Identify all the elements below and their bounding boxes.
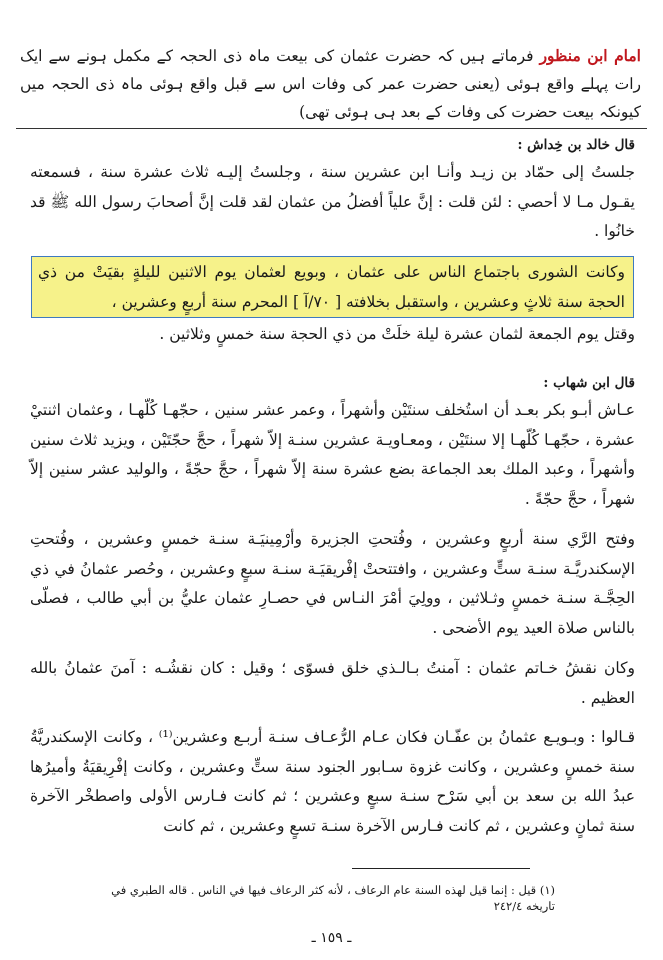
- urdu-commentary: [20, 42, 641, 126]
- paragraph-hammad: جلستُ إلى حمّاد بن زيـد وأنـا ابن عشرين سنة ، وجلستُ إليـه ثلاث عشرة سنة ، فسمعته يقـول مـا لا أحصي : لئن قلت : إنَّ علياً أفضلُ من عثمان لقد قلت إنَّ أصحابَ رسول الله ﷺ قد خانُوا .: [30, 163, 635, 240]
- commentary-text: فرماتے ہیں کہ حضرت عثمان کی بیعت ماہ ذی الحجہ کے مکمل ہونے سے ایک رات پہلے واقع ہوئی (یعنی حضرت عمر کی وفات اس سے قبل واقع ہوئی ماہ ذی الحجہ میں کیونکہ بیعت حضرت کی وفات کے بعد ہی ہوئی تھی): [20, 47, 641, 121]
- commentary-author: امام ابن منظور: [539, 46, 641, 65]
- header-divider: [16, 128, 647, 129]
- section-heading-ibn-shihab: قال ابن شهاب :: [543, 375, 635, 391]
- paragraph-caliphs: عـاش أبـو بكر بعـد أن استُخلف سنتَيْن وأشهراً ، وعمر عشر سنين ، حجّهـا كُلّهـا ، وعثمان اثنتيْ عشرة ، حجّهـا كُلّهـا إلا سنتَيْن ، ومعـاويـة عشرين سنـة إلاّ شهراً ، حجَّ حجّتَيْن ، ويزيد ثلاث سنين وأشهراً ، وعبد الملك بعد الجماعة بضع عشرة سنة إلاّ شهراً ، حجَّ حجّةً ، والوليد عشر سنين إلاّ شهراً ، حجَّ حجّةً .: [30, 401, 635, 508]
- section-heading-khalid: قال خالد بن خِداش :: [517, 137, 635, 153]
- paragraph-conquests: وفتح الرَّي سنة أربعٍ وعشرين ، وفُتحتِ الجزيرة وأرْمِينيَـة سنـة خمسٍ وعشرين ، وفُتحتِ الإسكندريَّـة سنـة ستٍّ وعشرين ، وافتتحتْ إفْريقيَـة سنـة سبعٍ وعشرين ، وحُصر عثمانُ في ذي الحِجَّـة سنـة خمسٍ وثـلاثين ، وولِيَ أمْرَ النـاس في حصـارِ عثمان عليُّ بن أبي طالب ، فصلّى بالناس صلاة العيد يوم الأضحى .: [30, 530, 636, 637]
- page-number: ـ ١٥٩ ـ: [311, 930, 352, 946]
- highlighted-passage: وكانت الشورى باجتماع الناس على عثمان ، وبويع لعثمان يوم الاثنين لليلةٍ بقيَتْ من ذي الحجة سنة ثلاثٍ وعشرين ، واستقبل بخلافته [ ٧٠/آ ] المحرم سنة أربعٍ وعشرين ،: [31, 256, 634, 318]
- paragraph-killing: وقتل يوم الجمعة لثمان عشرة ليلة خلَتْ من ذي الحجة سنة خمسٍ وثلاثين .: [159, 325, 635, 343]
- paragraph-events: قـالوا : وبـويـع عثمانُ بن عفّـان فكان عـام الرُّعـاف سنـة أربـع وعشرين⁽¹⁾ ، وكانت الإسكندريَّةُ سنة خمسٍ وعشرين ، وكانت غزوة سـابور الجنود سنة ستٍّ وعشرين ، وكانت إفْرِيقيَةُ وأميرُها عبدُ الله بن سعد بن أبي سَرْح سنـة سبعٍ وعشرين ؛ ثم كانت فـارس الأولى واصطخْر الآخرة سنة ثمانٍ وعشرين ، ثم كانت فـارس الآخرة سنـة تسعٍ وعشرين ، ثم كانت: [30, 728, 636, 835]
- footnote: (١) قيل : إنما قيل لهذه السنة عام الرعاف ، لأنه كثر الرعاف فيها في الناس . قاله الطبري في تاريخه ٢٤٢/٤: [111, 883, 555, 913]
- paragraph-ring: وكان نقشُ خـاتم عثمان : آمنتُ بـالـذي خلق فسوّى ؛ وقيل : كان نقشُـه : آمنَ عثمانُ بالله العظيم .: [30, 659, 635, 707]
- footnote-divider: [352, 868, 530, 869]
